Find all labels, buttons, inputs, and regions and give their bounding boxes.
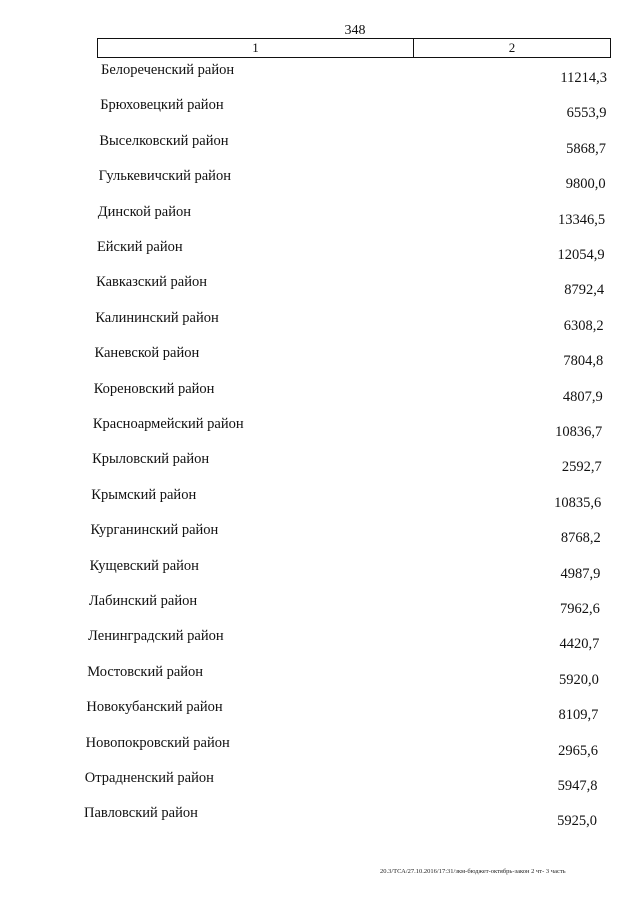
- district-name: Кущевский район: [89, 557, 199, 574]
- district-value: 12054,9: [557, 247, 605, 263]
- district-value: 5947,8: [557, 778, 598, 794]
- district-value: 8109,7: [558, 707, 599, 724]
- district-name: Брюховецкий район: [100, 97, 224, 114]
- district-name: Кавказский район: [96, 274, 207, 291]
- district-value: 7962,6: [559, 601, 600, 617]
- district-value: 2592,7: [561, 459, 602, 476]
- district-name: Мостовский район: [87, 663, 204, 680]
- district-value: 5920,0: [559, 671, 599, 688]
- district-value: 8768,2: [560, 530, 601, 547]
- district-value: 7804,8: [563, 353, 604, 370]
- district-value: 2965,6: [558, 742, 598, 759]
- district-name: Павловский район: [84, 805, 198, 822]
- district-name: Ейский район: [96, 239, 183, 255]
- page-number: 348: [344, 23, 366, 38]
- district-value: 11214,3: [560, 70, 607, 86]
- district-name: Лабинский район: [88, 593, 198, 609]
- district-name: Ленинградский район: [88, 628, 224, 645]
- district-name: Выселковский район: [99, 132, 229, 149]
- district-name: Каневской район: [94, 345, 200, 362]
- district-name: Гулькевичский район: [98, 168, 231, 185]
- district-name: Новокубанский район: [86, 699, 223, 716]
- header-col-2: 2: [508, 40, 516, 55]
- district-value: 6553,9: [566, 105, 607, 122]
- district-value: 4807,9: [562, 388, 603, 405]
- district-value: 13346,5: [557, 211, 606, 228]
- district-name: Кореновский район: [93, 380, 215, 397]
- district-value: 5925,0: [557, 813, 597, 830]
- district-value: 6308,2: [563, 317, 604, 334]
- district-value: 4987,9: [560, 565, 601, 582]
- header-col-1: 1: [98, 39, 414, 57]
- footer-note: 20.3/ТСА/27.10.2016/17:31/зкм-бюджет-октябрь-закон 2 чт- 3 часть: [380, 868, 566, 875]
- district-value: 10835,6: [554, 494, 602, 511]
- district-name: Новопокровский район: [85, 734, 230, 751]
- district-name: Динской район: [97, 203, 191, 220]
- district-name: Курганинский район: [90, 522, 219, 539]
- district-value: 8792,4: [564, 282, 605, 299]
- district-name: Белореченский район: [101, 62, 235, 78]
- district-name: Красноармейский район: [92, 416, 244, 432]
- district-value: 4420,7: [559, 636, 600, 653]
- district-value: 10836,7: [555, 424, 603, 440]
- district-name: Крыловский район: [92, 451, 210, 468]
- district-name: Крымский район: [91, 486, 197, 503]
- district-value: 5868,7: [566, 140, 607, 157]
- district-value: 9800,0: [565, 176, 606, 193]
- district-name: Калининский район: [95, 309, 219, 326]
- district-name: Отрадненский район: [84, 770, 214, 786]
